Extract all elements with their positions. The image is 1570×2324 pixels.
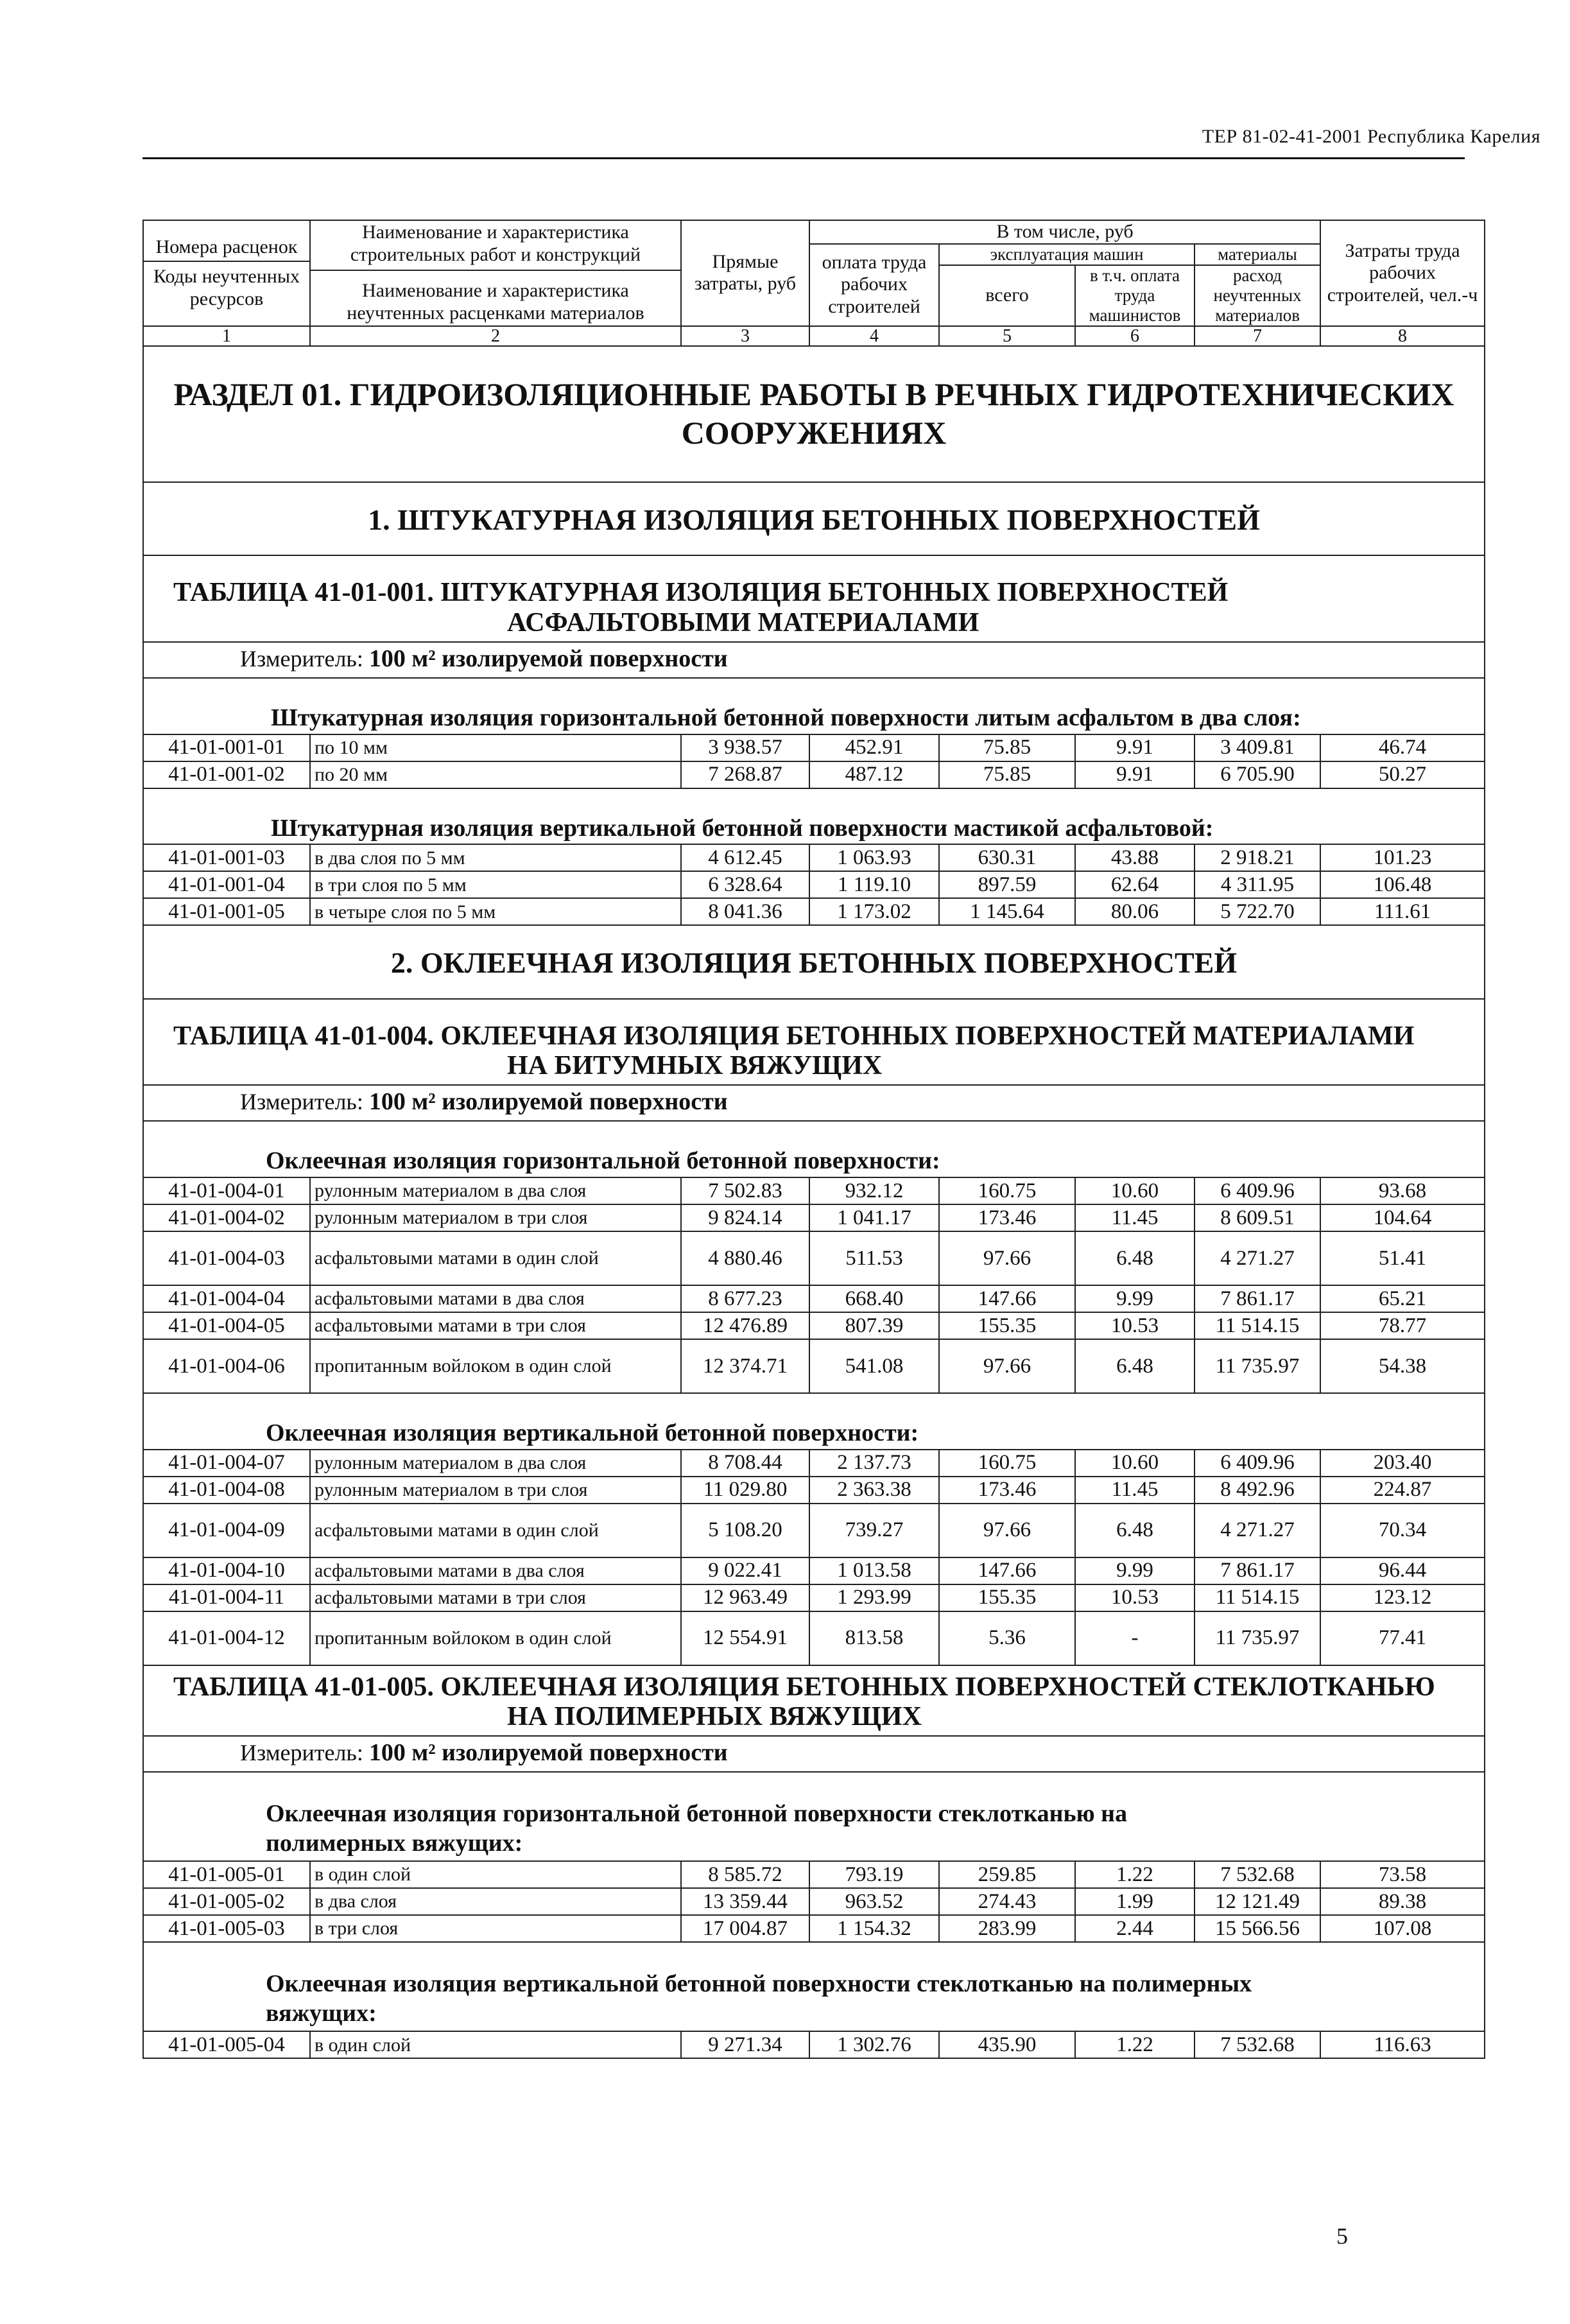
running-title: ТЕР 81-02-41-2001 Республика Карелия [1202,126,1540,147]
work-name: в один слой [310,2031,681,2058]
table-row [143,1177,1485,1204]
work-name: в четыре слоя по 5 мм [310,898,681,925]
machinist-wage: 1.99 [1075,1888,1195,1915]
labor-wage: 1 119.10 [809,871,939,898]
labor-hours: 70.34 [1320,1504,1485,1557]
labor-wage: 932.12 [809,1177,939,1204]
machine-total: 173.46 [939,1477,1075,1504]
labor-hours: 65.21 [1320,1285,1485,1312]
direct-cost: 5 108.20 [681,1504,809,1557]
labor-hours: 203.40 [1320,1450,1485,1477]
machinist-wage: 6.48 [1075,1231,1195,1285]
col-number: 6 [1075,326,1195,346]
labor-hours: 104.64 [1320,1204,1485,1231]
machinist-wage: - [1075,1611,1195,1665]
labor-hours: 96.44 [1320,1557,1485,1584]
labor-hours: 54.38 [1320,1339,1485,1393]
materials-cost: 7 532.68 [1195,2031,1320,2058]
rate-code: 41-01-004-10 [143,1557,310,1584]
table-title [143,555,1485,641]
labor-hours: 123.12 [1320,1584,1485,1611]
direct-cost: 12 374.71 [681,1339,809,1393]
measure [143,642,1485,678]
machinist-wage: 10.60 [1075,1177,1195,1204]
measure-label: Измеритель: [240,645,363,672]
col1-bottom: Коды неучтенных ресурсов [153,266,300,309]
labor-hours: 77.41 [1320,1611,1485,1665]
machine-total: 435.90 [939,2031,1075,2058]
rate-code: 41-01-001-02 [143,761,310,788]
col8-header: Затраты труда рабочих строителей, чел.-ч [1320,220,1485,326]
measure-value: 100 м² изолируемой поверхности [368,645,728,672]
materials-cost: 11 735.97 [1195,1339,1320,1393]
direct-cost: 13 359.44 [681,1888,809,1915]
labor-wage: 541.08 [809,1339,939,1393]
table-row [143,1204,1485,1231]
machinist-wage: 6.48 [1075,1504,1195,1557]
subheading: Оклеечная изоляция горизонтальной бетонной поверхности: [143,1121,1485,1177]
measure [143,1085,1485,1121]
machine-total: 274.43 [939,1888,1075,1915]
table-row [143,761,1485,788]
machine-total: 897.59 [939,871,1075,898]
table-row [143,1477,1485,1504]
work-name: пропитанным войлоком в один слой [310,1611,681,1665]
labor-wage: 2 363.38 [809,1477,939,1504]
section-title: РАЗДЕЛ 01. ГИДРОИЗОЛЯЦИОННЫЕ РАБОТЫ В РЕЧНЫХ ГИДРОТЕХНИЧЕСКИХ СООРУЖЕНИЯХ [143,346,1485,482]
col5-header: всего [939,265,1075,326]
col-number: 2 [310,326,681,346]
table-row [143,2031,1485,2058]
work-name: рулонным материалом в три слоя [310,1477,681,1504]
machinist-wage: 9.99 [1075,1557,1195,1584]
materials-cost: 7 861.17 [1195,1557,1320,1584]
machinist-wage: 11.45 [1075,1477,1195,1504]
direct-cost: 6 328.64 [681,871,809,898]
machine-total: 259.85 [939,1861,1075,1888]
materials-header: материалы [1195,244,1320,265]
rate-code: 41-01-004-12 [143,1611,310,1665]
rate-code: 41-01-001-01 [143,734,310,761]
subheading: Оклеечная изоляция вертикальной бетонной поверхности: [143,1393,1485,1450]
machine-total: 173.46 [939,1204,1075,1231]
materials-cost: 8 609.51 [1195,1204,1320,1231]
materials-cost: 11 514.15 [1195,1312,1320,1339]
rate-code: 41-01-001-05 [143,898,310,925]
column-numbers-row [143,326,1485,346]
table-row [143,1231,1485,1285]
work-name: в один слой [310,1861,681,1888]
direct-cost: 8 708.44 [681,1450,809,1477]
machinist-wage: 62.64 [1075,871,1195,898]
labor-wage: 1 013.58 [809,1557,939,1584]
labor-wage: 1 041.17 [809,1204,939,1231]
materials-cost: 3 409.81 [1195,734,1320,761]
measure [143,1736,1485,1772]
machine-total: 160.75 [939,1450,1075,1477]
page-number: 5 [1336,2223,1348,2249]
labor-hours: 93.68 [1320,1177,1485,1204]
col3-header: Прямые затраты, руб [681,220,809,326]
subheading-row [143,788,1485,845]
col1-top: Номера расценок [144,236,309,263]
work-name: асфальтовыми матами в два слоя [310,1557,681,1584]
direct-cost: 17 004.87 [681,1915,809,1942]
table-row [143,1915,1485,1942]
work-name: асфальтовыми матами в три слоя [310,1312,681,1339]
machine-total: 147.66 [939,1557,1075,1584]
machinist-wage: 9.99 [1075,1285,1195,1312]
measure-row [143,1736,1485,1772]
materials-cost: 4 311.95 [1195,871,1320,898]
direct-cost: 4 612.45 [681,844,809,871]
labor-wage: 813.58 [809,1611,939,1665]
labor-wage: 1 302.76 [809,2031,939,2058]
rate-code: 41-01-004-06 [143,1339,310,1393]
header-row [143,220,1485,244]
machinist-wage: 43.88 [1075,844,1195,871]
machinist-wage: 10.53 [1075,1312,1195,1339]
col-number: 1 [143,326,310,346]
work-name: в три слоя [310,1915,681,1942]
direct-cost: 12 476.89 [681,1312,809,1339]
table-title [143,1665,1485,1736]
labor-hours: 89.38 [1320,1888,1485,1915]
rate-code: 41-01-005-03 [143,1915,310,1942]
labor-wage: 487.12 [809,761,939,788]
labor-hours: 116.63 [1320,2031,1485,2058]
labor-hours: 73.58 [1320,1861,1485,1888]
machinist-wage: 6.48 [1075,1339,1195,1393]
materials-cost: 7 532.68 [1195,1861,1320,1888]
direct-cost: 7 502.83 [681,1177,809,1204]
materials-cost: 6 409.96 [1195,1177,1320,1204]
machine-total: 630.31 [939,844,1075,871]
labor-hours: 101.23 [1320,844,1485,871]
labor-wage: 452.91 [809,734,939,761]
table-title-line1: ТАБЛИЦА 41-01-001. ШТУКАТУРНАЯ ИЗОЛЯЦИЯ БЕТОННЫХ ПОВЕРХНОСТЕЙ [173,578,1229,608]
labor-hours: 78.77 [1320,1312,1485,1339]
machinist-wage: 9.91 [1075,761,1195,788]
measure-row [143,1085,1485,1121]
direct-cost: 7 268.87 [681,761,809,788]
work-name: рулонным материалом в два слоя [310,1450,681,1477]
table-title-row [143,999,1485,1085]
table-row [143,871,1485,898]
col-number: 7 [1195,326,1320,346]
labor-wage: 1 063.93 [809,844,939,871]
col6-header: в т.ч. оплата труда машинистов [1075,265,1195,326]
header-rule [142,157,1465,159]
machine-total: 75.85 [939,734,1075,761]
col2-bottom: Наименование и характеристика неучтенных расценками материалов [347,280,644,324]
rate-code: 41-01-004-05 [143,1312,310,1339]
labor-hours: 46.74 [1320,734,1485,761]
chapter-title: 1. ШТУКАТУРНАЯ ИЗОЛЯЦИЯ БЕТОННЫХ ПОВЕРХНОСТЕЙ [143,482,1485,555]
measure-value: 100 м² изолируемой поверхности [368,1739,728,1767]
machine-total: 97.66 [939,1339,1075,1393]
table-title-line2: НА ПОЛИМЕРНЫХ ВЯЖУЩИХ [507,1701,922,1731]
machine-total: 283.99 [939,1915,1075,1942]
work-name: рулонным материалом в три слоя [310,1204,681,1231]
subheading: Оклеечная изоляция горизонтальной бетонной поверхности стеклотканью на полимерных вяжущих: [143,1772,1485,1861]
subheading-row [143,1772,1485,1861]
machine-total: 1 145.64 [939,898,1075,925]
direct-cost: 9 824.14 [681,1204,809,1231]
rate-code: 41-01-004-03 [143,1231,310,1285]
machine-total: 160.75 [939,1177,1075,1204]
labor-wage: 1 293.99 [809,1584,939,1611]
labor-hours: 50.27 [1320,761,1485,788]
col-number: 5 [939,326,1075,346]
table-title-line1: ТАБЛИЦА 41-01-004. ОКЛЕЕЧНАЯ ИЗОЛЯЦИЯ БЕТОННЫХ ПОВЕРХНОСТЕЙ МАТЕРИАЛАМИ [173,1021,1415,1051]
table-title-row [143,1665,1485,1736]
labor-wage: 793.19 [809,1861,939,1888]
rate-code: 41-01-004-02 [143,1204,310,1231]
measure-label: Измеритель: [240,1740,363,1766]
machine-total: 97.66 [939,1504,1075,1557]
work-name: по 10 мм [310,734,681,761]
machine-total: 147.66 [939,1285,1075,1312]
table-row [143,1504,1485,1557]
rate-code: 41-01-005-02 [143,1888,310,1915]
table-row [143,1611,1485,1665]
labor-wage: 1 173.02 [809,898,939,925]
labor-hours: 224.87 [1320,1477,1485,1504]
materials-cost: 15 566.56 [1195,1915,1320,1942]
machinist-wage: 1.22 [1075,2031,1195,2058]
table-title [143,999,1485,1085]
table-row [143,1285,1485,1312]
table-row [143,1557,1485,1584]
direct-cost: 11 029.80 [681,1477,809,1504]
col2-top: Наименование и характеристика строительных работ и конструкций [311,221,680,271]
materials-cost: 7 861.17 [1195,1285,1320,1312]
rate-code: 41-01-004-09 [143,1504,310,1557]
table-row [143,1450,1485,1477]
rate-code: 41-01-004-07 [143,1450,310,1477]
table-row [143,1888,1485,1915]
direct-cost: 8 041.36 [681,898,809,925]
work-name: по 20 мм [310,761,681,788]
labor-wage: 2 137.73 [809,1450,939,1477]
labor-wage: 511.53 [809,1231,939,1285]
col-number: 3 [681,326,809,346]
rates-table [142,220,1485,2059]
materials-cost: 8 492.96 [1195,1477,1320,1504]
materials-cost: 6 705.90 [1195,761,1320,788]
subheading-row [143,678,1485,734]
table-row [143,1312,1485,1339]
direct-cost: 9 022.41 [681,1557,809,1584]
table-title-line1: ТАБЛИЦА 41-01-005. ОКЛЕЕЧНАЯ ИЗОЛЯЦИЯ БЕТОННЫХ ПОВЕРХНОСТЕЙ СТЕКЛОТКАНЬЮ [173,1672,1435,1702]
chapter-row [143,482,1485,555]
direct-cost: 12 554.91 [681,1611,809,1665]
labor-hours: 51.41 [1320,1231,1485,1285]
machines-header: эксплуатация машин [939,244,1195,265]
direct-cost: 8 677.23 [681,1285,809,1312]
labor-wage: 668.40 [809,1285,939,1312]
work-name: асфальтовыми матами в один слой [310,1231,681,1285]
labor-wage: 739.27 [809,1504,939,1557]
direct-cost: 8 585.72 [681,1861,809,1888]
section-row [143,346,1485,482]
col1-header [143,220,310,326]
subheading-row [143,1942,1485,2031]
work-name: рулонным материалом в два слоя [310,1177,681,1204]
labor-wage: 963.52 [809,1888,939,1915]
work-name: асфальтовыми матами в два слоя [310,1285,681,1312]
machinist-wage: 2.44 [1075,1915,1195,1942]
col7-header: расход неучтенных материалов [1195,265,1320,326]
materials-cost: 6 409.96 [1195,1450,1320,1477]
measure-value: 100 м² изолируемой поверхности [368,1088,728,1116]
chapter-row [143,925,1485,998]
rate-code: 41-01-004-01 [143,1177,310,1204]
rate-code: 41-01-001-03 [143,844,310,871]
table-row [143,1861,1485,1888]
machinist-wage: 9.91 [1075,734,1195,761]
table-row [143,844,1485,871]
labor-hours: 111.61 [1320,898,1485,925]
direct-cost: 3 938.57 [681,734,809,761]
materials-cost: 5 722.70 [1195,898,1320,925]
included-header: В том числе, руб [809,220,1320,244]
table-title-line2: НА БИТУМНЫХ ВЯЖУЩИХ [507,1050,883,1080]
table-row [143,1339,1485,1393]
table-row [143,734,1485,761]
materials-cost: 4 271.27 [1195,1231,1320,1285]
table-row [143,1584,1485,1611]
machinist-wage: 10.60 [1075,1450,1195,1477]
measure-row [143,642,1485,678]
chapter-title: 2. ОКЛЕЕЧНАЯ ИЗОЛЯЦИЯ БЕТОННЫХ ПОВЕРХНОСТЕЙ [143,925,1485,998]
labor-wage: 1 154.32 [809,1915,939,1942]
col4-header: оплата труда рабочих строителей [809,244,939,326]
direct-cost: 9 271.34 [681,2031,809,2058]
col-number: 4 [809,326,939,346]
rate-code: 41-01-004-11 [143,1584,310,1611]
machinist-wage: 1.22 [1075,1861,1195,1888]
materials-cost: 11 514.15 [1195,1584,1320,1611]
rate-code: 41-01-001-04 [143,871,310,898]
materials-cost: 2 918.21 [1195,844,1320,871]
table-title-row [143,555,1485,641]
labor-hours: 107.08 [1320,1915,1485,1942]
machinist-wage: 11.45 [1075,1204,1195,1231]
col-number: 8 [1320,326,1485,346]
machine-total: 155.35 [939,1584,1075,1611]
table-title-line2: АСФАЛЬТОВЫМИ МАТЕРИАЛАМИ [507,607,979,637]
subheading: Штукатурная изоляция горизонтальной бетонной поверхности литым асфальтом в два слоя: [143,678,1485,734]
subheading: Штукатурная изоляция вертикальной бетонной поверхности мастикой асфальтовой: [143,788,1485,845]
work-name: в два слоя по 5 мм [310,844,681,871]
rate-code: 41-01-004-08 [143,1477,310,1504]
work-name: асфальтовыми матами в три слоя [310,1584,681,1611]
subheading-row [143,1393,1485,1450]
materials-cost: 4 271.27 [1195,1504,1320,1557]
work-name: в три слоя по 5 мм [310,871,681,898]
direct-cost: 4 880.46 [681,1231,809,1285]
machine-total: 75.85 [939,761,1075,788]
measure-label: Измеритель: [240,1089,363,1115]
work-name: пропитанным войлоком в один слой [310,1339,681,1393]
table-row [143,898,1485,925]
machinist-wage: 10.53 [1075,1584,1195,1611]
rate-code: 41-01-004-04 [143,1285,310,1312]
materials-cost: 11 735.97 [1195,1611,1320,1665]
labor-hours: 106.48 [1320,871,1485,898]
subheading-row [143,1121,1485,1177]
machine-total: 5.36 [939,1611,1075,1665]
machinist-wage: 80.06 [1075,898,1195,925]
work-name: в два слоя [310,1888,681,1915]
machine-total: 155.35 [939,1312,1075,1339]
direct-cost: 12 963.49 [681,1584,809,1611]
machine-total: 97.66 [939,1231,1075,1285]
rate-code: 41-01-005-01 [143,1861,310,1888]
work-name: асфальтовыми матами в один слой [310,1504,681,1557]
col2-header [310,220,681,326]
labor-wage: 807.39 [809,1312,939,1339]
materials-cost: 12 121.49 [1195,1888,1320,1915]
subheading: Оклеечная изоляция вертикальной бетонной поверхности стеклотканью на полимерных вяжущих: [143,1942,1485,2031]
rate-code: 41-01-005-04 [143,2031,310,2058]
